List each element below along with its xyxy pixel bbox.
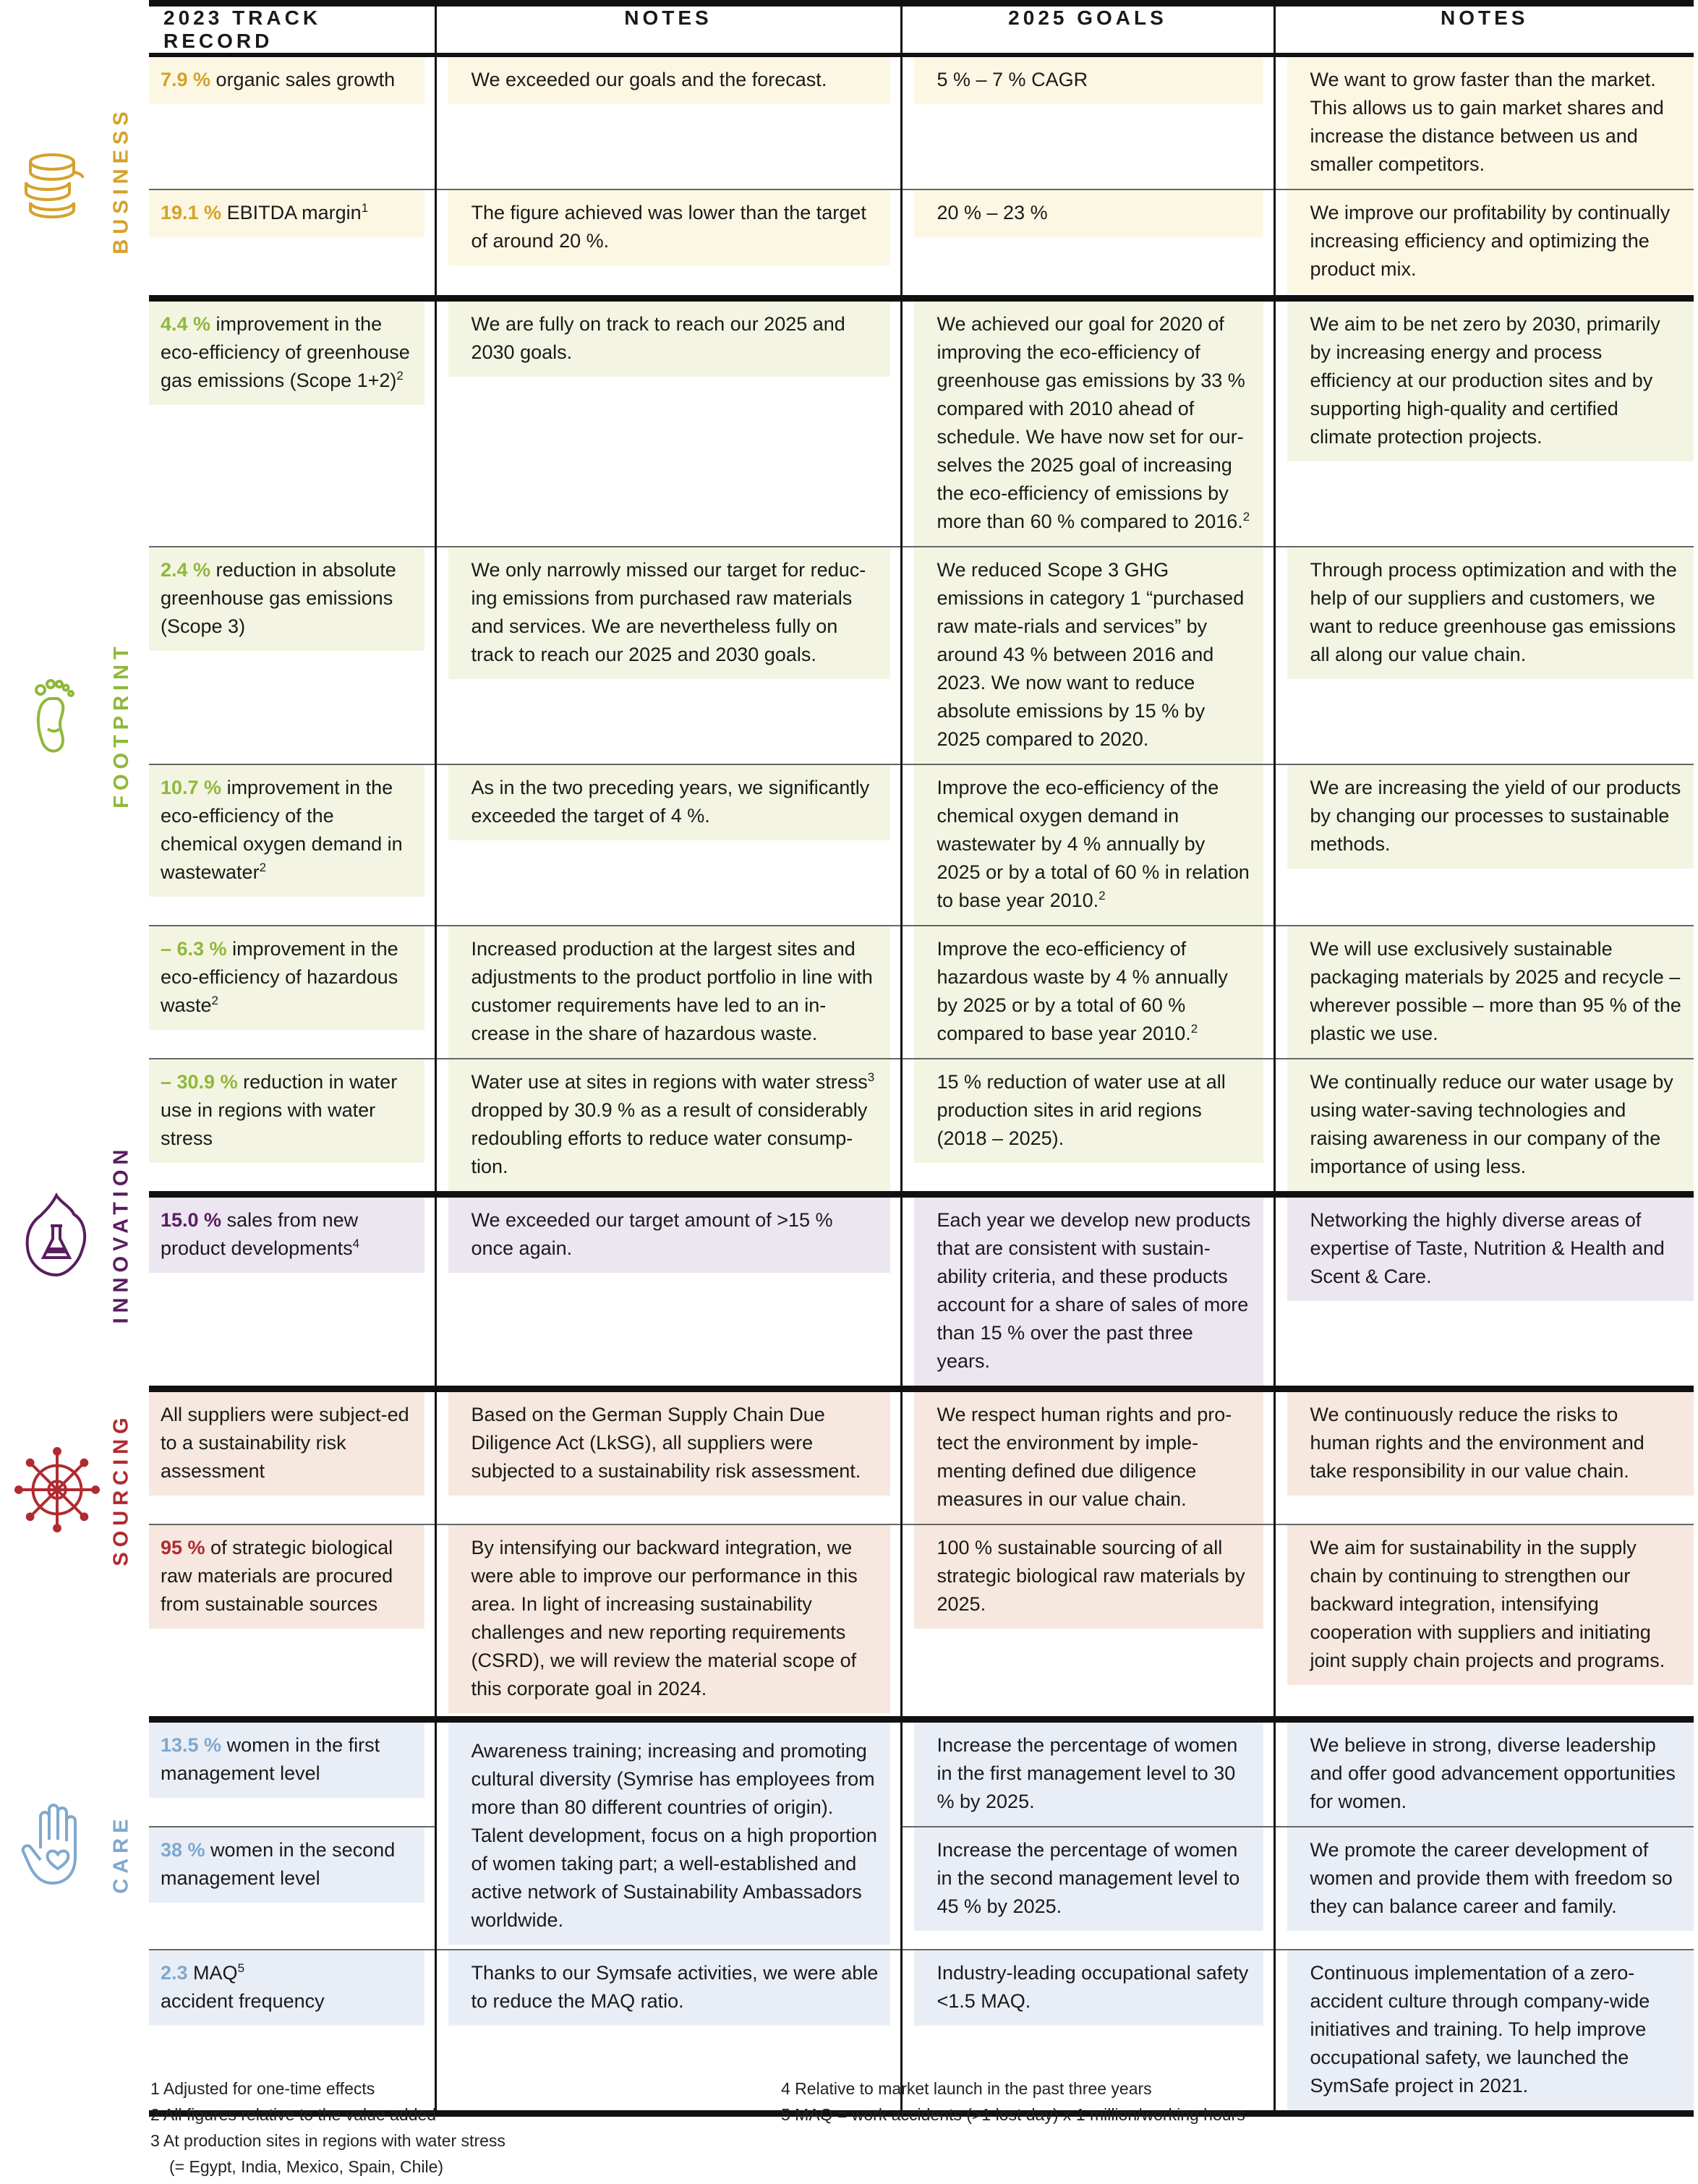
table-row <box>149 1524 1694 1720</box>
flask-drop-icon <box>20 1193 93 1279</box>
table-row <box>149 1827 1694 1950</box>
goal-notes-cell: We continuously reduce the risks to human rights and the environment and take responsibility in our value chain. <box>1287 1392 1694 1496</box>
table-row <box>149 547 1694 764</box>
notes-cell: We exceeded our target amount of >15 % once again. <box>448 1198 890 1273</box>
notes-cell: We only narrowly missed our target for reduc-ing emissions from purchased raw materials and services. We are nevertheless fully on track to reach our 2025 and 2030 goals. <box>448 547 890 679</box>
footnote-2: 2 All figures relative to the value added <box>150 2105 437 2124</box>
track-record-cell: 15.0 % sales from new product developments$^4$ <box>149 1198 424 1273</box>
goal-cell: Increase the percentage of women in the second management level to 45 % by 2025. <box>914 1827 1263 1931</box>
goal-cell: We respect human rights and pro-tect the environment by imple-menting defined due diligence measures in our value chain. <box>914 1392 1263 1524</box>
track-record-cell: 38 % women in the second management level <box>149 1827 424 1903</box>
footprint-icon <box>20 674 93 761</box>
goal-notes-cell: We are increasing the yield of our products by changing our processes to sustainable methods. <box>1287 765 1694 869</box>
table-row <box>149 1389 1694 1524</box>
section-sourcing-side <box>0 1321 149 1658</box>
notes-cell: Water use at sites in regions with water stress$^3$ dropped by 30.9 % as a result of considerably redoubling efforts to reduce water consump-tion. <box>448 1059 890 1191</box>
table-row <box>149 1720 1694 1827</box>
goal-cell: We reduced Scope 3 GHG emissions in category 1 “purchased raw mate-rials and services” by around 43 % between 2016 and 2023. We now want to reduce absolute emissions by 15 % by 2025 compared to 2020. <box>914 547 1263 764</box>
network-flower-icon <box>14 1447 100 1532</box>
header-notes-1: NOTES <box>435 4 901 56</box>
section-label-footprint: FOOTPRINT <box>109 641 133 809</box>
table-row <box>149 1194 1694 1389</box>
goal-cell: 15 % reduction of water use at all production sites in arid regions (2018 – 2025). <box>914 1059 1263 1163</box>
track-record-cell: 95 % of strategic biological raw materials are procured from sustainable sources <box>149 1525 424 1629</box>
section-footprint-side <box>0 304 149 1146</box>
table-row <box>149 55 1694 189</box>
goal-notes-cell: Continuous implementation of a zero-accident culture through company-wide initiatives and training. To help improve occupational safety, we launched the SymSafe project in 2021. <box>1287 1950 1694 2110</box>
track-record-cell: 13.5 % women in the first management level <box>149 1723 424 1798</box>
goal-notes-cell: We want to grow faster than the market. This allows us to gain market shares and increase the distance between us and smaller competitors. <box>1287 57 1694 189</box>
goal-cell: 100 % sustainable sourcing of all strategic biological raw materials by 2025. <box>914 1525 1263 1629</box>
goal-cell: 20 % – 23 % <box>914 190 1263 237</box>
table-row <box>149 298 1694 547</box>
goal-notes-cell: We believe in strong, diverse leadership and offer good advancement opportunities for women. <box>1287 1723 1694 1826</box>
track-record-table <box>149 0 1694 2117</box>
notes-cell: We are fully on track to reach our 2025 and 2030 goals. <box>448 302 890 377</box>
table-row <box>149 1059 1694 1195</box>
section-label-care: CARE <box>109 1813 133 1894</box>
goal-notes-cell: We improve our profitability by continually increasing efficiency and optimizing the product mix. <box>1287 190 1694 294</box>
footnote-3-detail: (= Egypt, India, Mexico, Spain, Chile) <box>169 2157 444 2176</box>
footnote-1: 1 Adjusted for one-time effects <box>150 2079 375 2098</box>
goal-cell: Improve the eco-efficiency of hazardous waste by 4 % annually by 2025 or by a total of 60 % compared to base year 2010.$^2$ <box>914 926 1263 1058</box>
header-notes-2: NOTES <box>1274 4 1694 56</box>
track-record-cell: 19.1 % EBITDA margin$^1$ <box>149 190 424 237</box>
goal-cell: We achieved our goal for 2020 of improving the eco-efficiency of greenhouse gas emissions by 33 % compared with 2010 ahead of schedule. We have now set for our-selves the 2025 goal of increasing the eco-efficiency of emissions by more than 60 % compared to 2016.$^2$ <box>914 302 1263 546</box>
goal-cell: Each year we develop new products that are consistent with sustain-ability criteria, and these products account for a share of sales of more than 15 % over the past three years. <box>914 1198 1263 1386</box>
track-record-cell: – 6.3 % improvement in the eco-efficiency of hazardous waste$^2$ <box>149 926 424 1030</box>
notes-cell: Thanks to our Symsafe activities, we were able to reduce the MAQ ratio. <box>448 1950 890 2026</box>
notes-cell: We exceeded our goals and the forecast. <box>448 57 890 104</box>
section-label-business: BUSINESS <box>109 106 133 255</box>
header-track-record: 2023 TRACK RECORD <box>149 4 435 56</box>
table-row <box>149 764 1694 926</box>
track-record-cell: 10.7 % improvement in the eco-efficiency of the chemical oxygen demand in wastewater$^2$ <box>149 765 424 897</box>
notes-cell: By intensifying our backward integration, we were able to improve our performance in this area. In light of increasing sustainability challenges and new reporting requirements (CSRD), we will review the material scope of this corporate goal in 2024. <box>448 1525 890 1713</box>
table-header-row <box>149 4 1694 56</box>
section-care-side <box>0 1658 149 2049</box>
goal-cell: 5 % – 7 % CAGR <box>914 57 1263 104</box>
section-business-side <box>0 56 149 304</box>
track-record-cell: 2.3 MAQ$^5$ accident frequency <box>149 1950 424 2026</box>
notes-cell: Awareness training; increasing and promoting cultural diversity (Symrise has employees from more than 80 different countries of origin). Talent development, focus on a high proportion of women taking part; a well-established and active network of Sustainability Ambassadors worldwide. <box>448 1723 890 1945</box>
track-record-cell: 4.4 % improvement in the eco-efficiency of greenhouse gas emissions (Scope 1+2)$^2$ <box>149 302 424 405</box>
goal-notes-cell: We aim to be net zero by 2030, primarily by increasing energy and process efficiency at our production sites and by supporting high-quality and certified climate protection projects. <box>1287 302 1694 461</box>
track-record-cell: 2.4 % reduction in absolute greenhouse gas emissions (Scope 3) <box>149 547 424 651</box>
notes-cell: As in the two preceding years, we significantly exceeded the target of 4 %. <box>448 765 890 840</box>
notes-cell: Increased production at the largest sites and adjustments to the product portfolio in line with customer requirements have led to an in-crease in the share of hazardous waste. <box>448 926 890 1058</box>
goal-cell: Increase the percentage of women in the first management level to 30 % by 2025. <box>914 1723 1263 1826</box>
goal-notes-cell: We will use exclusively sustainable packaging materials by 2025 and recycle – wherever possible – more than 95 % of the plastic we use. <box>1287 926 1694 1058</box>
footnote-3: 3 At production sites in regions with water stress <box>150 2131 505 2150</box>
table-row <box>149 189 1694 298</box>
notes-cell: The figure achieved was lower than the target of around 20 %. <box>448 190 890 265</box>
hand-heart-icon <box>20 1802 93 1889</box>
header-goals: 2025 GOALS <box>901 4 1274 56</box>
section-innovation-side <box>0 1146 149 1321</box>
track-record-cell: – 30.9 % reduction in water use in regions with water stress <box>149 1059 424 1163</box>
section-label-innovation: INNOVATION <box>109 1144 133 1323</box>
goal-cell: Industry-leading occupational safety <1.5 MAQ. <box>914 1950 1263 2026</box>
goal-notes-cell: We aim for sustainability in the supply chain by continuing to strengthen our backward integration, intensifying cooperation with suppliers and initiating joint supply chain projects and programs. <box>1287 1525 1694 1685</box>
track-record-cell: 7.9 % organic sales growth <box>149 57 424 104</box>
notes-cell: Based on the German Supply Chain Due Diligence Act (LkSG), all suppliers were subjected to a sustainability risk assessment. <box>448 1392 890 1496</box>
footnote-5: 5 MAQ = work accidents (>1 lost day) x 1 million/working hours <box>781 2105 1245 2124</box>
goal-notes-cell: We promote the career development of women and provide them with freedom so they can balance career and family. <box>1287 1827 1694 1931</box>
coins-stack-icon <box>20 146 93 218</box>
table-row <box>149 926 1694 1059</box>
goal-notes-cell: We continually reduce our water usage by using water-saving technologies and raising awareness in our company of the importance of using less. <box>1287 1059 1694 1191</box>
goal-cell: Improve the eco-efficiency of the chemical oxygen demand in wastewater by 4 % annually by 2025 or by a total of 60 % in relation to base year 2010.$^2$ <box>914 765 1263 925</box>
section-label-sourcing: SOURCING <box>109 1412 133 1566</box>
footnote-4: 4 Relative to market launch in the past three years <box>781 2079 1152 2098</box>
track-record-cell: All suppliers were subject-ed to a sustainability risk assessment <box>149 1392 424 1496</box>
footnotes-left <box>150 2076 505 2180</box>
footnotes-right <box>781 2076 1245 2128</box>
goal-notes-cell: Through process optimization and with the help of our suppliers and customers, we want to reduce greenhouse gas emissions all along our value chain. <box>1287 547 1694 679</box>
goal-notes-cell: Networking the highly diverse areas of expertise of Taste, Nutrition & Health and Scent & Care. <box>1287 1198 1694 1301</box>
